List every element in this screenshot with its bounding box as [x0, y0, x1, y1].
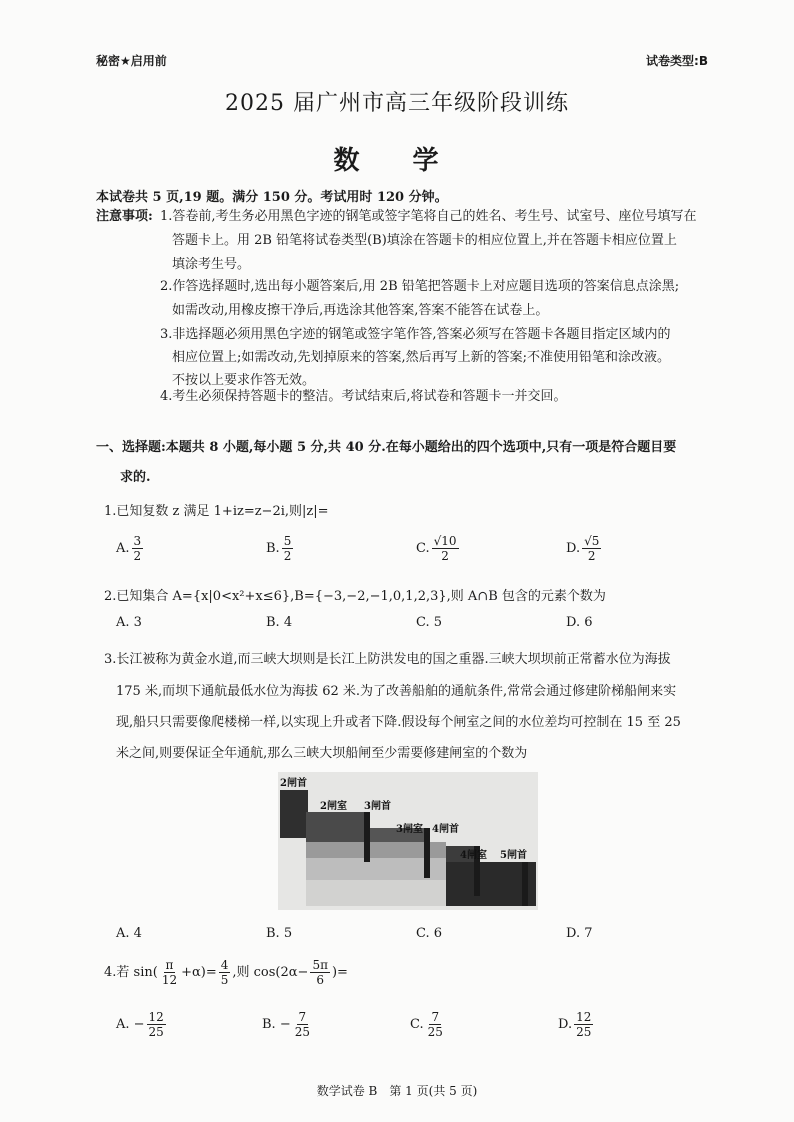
- figure-label: 5闸首: [500, 850, 527, 861]
- q4-option-d: D. $\frac{12}{25}$: [558, 1010, 592, 1039]
- note-line: 如需改动,用橡皮擦干净后,再选涂其他答案,答案不能答在试卷上。: [172, 303, 549, 318]
- q3-option-d: D. 7: [566, 926, 593, 941]
- q1-option-a: A. $\frac{3}{2}$: [116, 534, 142, 563]
- note-line: 1.答卷前,考生务必用黑色字迹的钢笔或签字笔将自己的姓名、考生号、试室号、座位号填写在: [160, 209, 697, 224]
- figure-label: 2闸首: [280, 778, 307, 789]
- question-3-line: 米之间,则要保证全年通航,那么三峡大坝船闸至少需要修建闸室的个数为: [116, 746, 528, 761]
- q3-option-a: A. 4: [116, 926, 142, 941]
- ship-lock-figure: [278, 772, 538, 910]
- section-heading-cont: 求的.: [120, 470, 151, 485]
- q2-option-c: C. 5: [416, 615, 443, 630]
- q1-option-c: C. √ $\frac{10}{2}$: [416, 534, 461, 563]
- subject-title: 数 学: [333, 146, 461, 176]
- exam-title: 2025 届广州市高三年级阶段训练: [225, 91, 569, 116]
- question-2-stem: 2.已知集合 A={x|0<x²+x≤6},B={−3,−2,−1,0,1,2,3},则 A∩B 包含的元素个数为: [104, 589, 606, 604]
- note-line: 答题卡上。用 2B 铅笔将试卷类型(B)填涂在答题卡的相应位置上,并在答题卡相应位置上: [172, 233, 677, 248]
- figure-label: 2闸室: [320, 801, 347, 812]
- note-line: 4.考生必须保持答题卡的整洁。考试结束后,将试卷和答题卡一并交回。: [160, 389, 567, 404]
- page-footer: 数学试卷 B 第 1 页(共 5 页): [316, 1084, 478, 1098]
- q4-option-a: A. − $\frac{12}{25}$: [116, 1010, 164, 1039]
- question-3-line: 175 米,而坝下通航最低水位为海拔 62 米.为了改善船舶的通航条件,常常会通过修建阶梯船闸来实: [116, 684, 677, 699]
- q4-option-c: C. $\frac{7}{25}$: [410, 1010, 443, 1039]
- figure-label: 3闸首: [364, 801, 391, 812]
- question-4-stem: 4.若 sin( $\frac{\pi}{12}$ +α)= $\frac{4}{5}$ ,则 cos(2α− $\frac{5\pi}{6}$ )=: [104, 958, 348, 987]
- figure-label: 4闸首: [432, 824, 459, 835]
- q1-option-d: D. √ $\frac{5}{2}$: [566, 534, 603, 563]
- note-line: 3.非选择题必须用黑色字迹的钢笔或签字笔作答,答案必须写在答题卡各题目指定区域内的: [160, 327, 671, 342]
- note-line: 填涂考生号。: [172, 257, 251, 272]
- q2-option-a: A. 3: [116, 615, 142, 630]
- question-3-line: 3.长江被称为黄金水道,而三峡大坝则是长江上防洪发电的国之重器.三峡大坝坝前正常蓄水位为海拔: [104, 652, 671, 667]
- note-line: 相应位置上;如需改动,先划掉原来的答案,然后再写上新的答案;不准使用铅笔和涂改液。: [172, 350, 671, 365]
- q1-option-b: B. $\frac{5}{2}$: [266, 534, 292, 563]
- q4-option-b: B. − $\frac{7}{25}$: [262, 1010, 310, 1039]
- paper-type: 试卷类型:B: [646, 54, 708, 68]
- q3-option-b: B. 5: [266, 926, 293, 941]
- question-3-line: 现,船只只需要像爬楼梯一样,以实现上升或者下降.假设每个闸室之间的水位差均可控制在 15 至 25: [116, 715, 681, 730]
- q2-option-b: B. 4: [266, 615, 293, 630]
- note-line: 2.作答选择题时,选出每小题答案后,用 2B 铅笔把答题卡上对应题目选项的答案信息点涂黑;: [160, 279, 680, 294]
- question-1-stem: 1.已知复数 z 满足 1+iz=z−2i,则|z|=: [104, 504, 329, 519]
- exam-info: 本试卷共 5 页,19 题。满分 150 分。考试用时 120 分钟。: [96, 190, 448, 205]
- figure-label: 4闸室: [460, 850, 487, 861]
- note-line: 不按以上要求作答无效。: [172, 373, 316, 388]
- q2-option-d: D. 6: [566, 615, 593, 630]
- q3-option-c: C. 6: [416, 926, 443, 941]
- notes-label: 注意事项:: [96, 209, 153, 224]
- confidential-mark: 秘密★启用前: [96, 54, 167, 68]
- figure-label: 3闸室: [396, 824, 423, 835]
- section-heading: 一、选择题:本题共 8 小题,每小题 5 分,共 40 分.在每小题给出的四个选项中,只有一项是符合题目要: [96, 440, 677, 455]
